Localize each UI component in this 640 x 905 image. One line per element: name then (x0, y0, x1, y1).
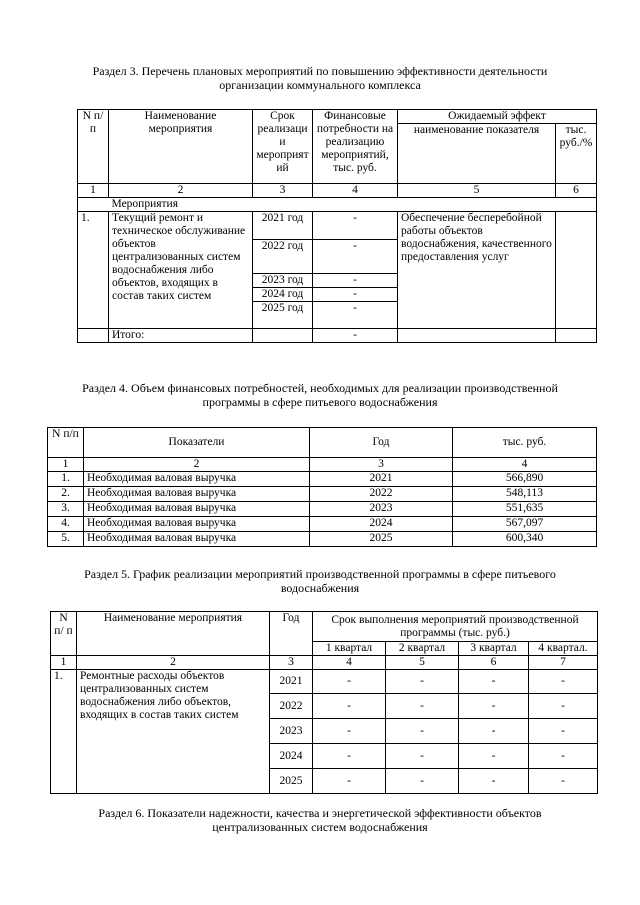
section6-heading-line2: централизованных систем водоснабжения (212, 820, 428, 834)
section3-heading (0, 64, 640, 92)
table-row (48, 502, 597, 517)
s3-fin-2022: - (313, 240, 398, 274)
s3-hdr-term: Срок реализаци и мероприят ий (253, 110, 313, 184)
s4-hdr-year: Год (310, 428, 453, 458)
s5-hdr-name: Наименование мероприятия (77, 612, 270, 656)
s3-year-2024: 2024 год (253, 288, 313, 302)
s3-fin-2023: - (313, 274, 398, 288)
s5-cell: - (386, 719, 459, 744)
table-row (48, 532, 597, 547)
s4-row-name: Необходимая валовая выручка (84, 532, 310, 547)
s5-cell: - (313, 694, 386, 719)
s3-fin-2024: - (313, 288, 398, 302)
s5-hdr-n: N п/ п (51, 612, 77, 656)
section3-heading-line1: Раздел 3. Перечень плановых мероприятий по повышению эффективности деятельности (92, 64, 548, 78)
s5-cell: - (459, 744, 529, 769)
section4-table (47, 427, 597, 547)
s3-hdr-fin: Финансовые потребности на реализацию мероприятий, тыс. руб. (313, 110, 398, 184)
s3-num-5: 5 (398, 184, 556, 198)
s4-row-name: Необходимая валовая выручка (84, 502, 310, 517)
s3-num-6: 6 (556, 184, 597, 198)
s3-hdr-unit: тыс. руб./% (556, 124, 597, 184)
s4-row-num: 3. (48, 502, 84, 517)
s5-cell: - (313, 719, 386, 744)
section4-heading-line1: Раздел 4. Объем финансовых потребностей, необходимых для реализации производственной (82, 381, 558, 395)
section6-heading-line1: Раздел 6. Показатели надежности, качества и энергетической эффективности объектов (98, 806, 542, 820)
s4-hdr-n: N п/п (48, 428, 84, 458)
s4-hdr-indicator: Показатели (84, 428, 310, 458)
s4-row-name: Необходимая валовая выручка (84, 487, 310, 502)
table-row (51, 670, 598, 694)
s5-cell: - (313, 744, 386, 769)
s4-num-3: 3 (310, 458, 453, 472)
s5-num-7: 7 (529, 656, 598, 670)
s4-row-num: 1. (48, 472, 84, 487)
section5-heading-line1: Раздел 5. График реализации мероприятий производственной программы в сфере питьевого (84, 567, 556, 581)
s3-year-2025: 2025 год (253, 302, 313, 329)
s5-num-4: 4 (313, 656, 386, 670)
section5-heading (0, 567, 640, 595)
s4-row-num: 2. (48, 487, 84, 502)
s5-cell: - (529, 670, 598, 694)
s4-row-year: 2022 (310, 487, 453, 502)
s4-row-year: 2025 (310, 532, 453, 547)
section6-heading (0, 806, 640, 834)
s3-num-1: 1 (78, 184, 109, 198)
s5-cell: - (459, 769, 529, 794)
s4-num-4: 4 (453, 458, 597, 472)
s4-row-num: 4. (48, 517, 84, 532)
s5-row-num: 1. (51, 670, 77, 794)
s3-total-fin: - (313, 329, 398, 343)
s5-year-2022: 2022 (270, 694, 313, 719)
s4-row-sum: 566,890 (453, 472, 597, 487)
s3-group-label: Мероприятия (109, 198, 253, 212)
s4-row-num: 5. (48, 532, 84, 547)
s4-row-sum: 600,340 (453, 532, 597, 547)
section3-heading-line2: организации коммунального комплекса (219, 78, 421, 92)
s3-effect-text: Обеспечение бесперебойной работы объектов водоснабжения, качественного предоставления услуг (398, 212, 556, 329)
s5-cell: - (529, 719, 598, 744)
s5-cell: - (459, 694, 529, 719)
s5-num-1: 1 (51, 656, 77, 670)
s5-cell: - (386, 744, 459, 769)
s4-row-sum: 567,097 (453, 517, 597, 532)
s5-hdr-q4: 4 квартал. (529, 642, 598, 656)
s3-year-2022: 2022 год (253, 240, 313, 274)
s4-row-year: 2024 (310, 517, 453, 532)
s4-row-name: Необходимая валовая выручка (84, 472, 310, 487)
s3-hdr-indicator: наименование показателя (398, 124, 556, 184)
s5-cell: - (529, 694, 598, 719)
s4-num-1: 1 (48, 458, 84, 472)
s5-num-2: 2 (77, 656, 270, 670)
table-row (48, 472, 597, 487)
table-row (48, 487, 597, 502)
s5-hdr-term: Срок выполнения мероприятий производственной программы (тыс. руб.) (313, 612, 598, 642)
s3-year-2023: 2023 год (253, 274, 313, 288)
s4-row-year: 2021 (310, 472, 453, 487)
table-row (48, 517, 597, 532)
s3-hdr-name: Наименование мероприятия (109, 110, 253, 184)
s4-row-year: 2023 (310, 502, 453, 517)
s5-cell: - (386, 769, 459, 794)
s5-row-name: Ремонтные расходы объектов централизованных систем водоснабжения либо объектов, входящих в состав таких систем (77, 670, 270, 794)
section3-table (77, 109, 597, 343)
s5-num-5: 5 (386, 656, 459, 670)
s4-hdr-sum: тыс. руб. (453, 428, 597, 458)
s5-year-2021: 2021 (270, 670, 313, 694)
s4-row-name: Необходимая валовая выручка (84, 517, 310, 532)
s3-num-3: 3 (253, 184, 313, 198)
s5-num-3: 3 (270, 656, 313, 670)
s5-cell: - (313, 769, 386, 794)
s5-cell: - (313, 670, 386, 694)
s5-cell: - (529, 769, 598, 794)
s5-cell: - (459, 719, 529, 744)
s3-fin-2021: - (313, 212, 398, 240)
s5-year-2025: 2025 (270, 769, 313, 794)
s3-row-num: 1. (78, 212, 109, 329)
s5-num-6: 6 (459, 656, 529, 670)
s5-hdr-q2: 2 квартал (386, 642, 459, 656)
s4-row-sum: 551,635 (453, 502, 597, 517)
section5-table (50, 611, 598, 794)
s5-year-2023: 2023 (270, 719, 313, 744)
section4-heading-line2: программы в сфере питьевого водоснабжения (202, 395, 438, 409)
s3-hdr-n: N п/п (78, 110, 109, 184)
s5-hdr-year: Год (270, 612, 313, 656)
s5-cell: - (386, 694, 459, 719)
s4-row-sum: 548,113 (453, 487, 597, 502)
s5-cell: - (386, 670, 459, 694)
s3-row-name: Текущий ремонт и техническое обслуживание объектов централизованных систем водоснабжения либо объектов, входящих в состав таких систем (109, 212, 253, 329)
s3-year-2021: 2021 год (253, 212, 313, 240)
section5-heading-line2: водоснабжения (280, 581, 360, 595)
section4-heading (0, 381, 640, 409)
s3-num-4: 4 (313, 184, 398, 198)
s4-num-2: 2 (84, 458, 310, 472)
s3-total-label: Итого: (109, 329, 253, 343)
s3-num-2: 2 (109, 184, 253, 198)
s5-cell: - (529, 744, 598, 769)
s5-hdr-q3: 3 квартал (459, 642, 529, 656)
s5-cell: - (459, 670, 529, 694)
s5-hdr-q1: 1 квартал (313, 642, 386, 656)
s5-year-2024: 2024 (270, 744, 313, 769)
s3-hdr-effect: Ожидаемый эффект (398, 110, 597, 124)
s3-fin-2025: - (313, 302, 398, 329)
